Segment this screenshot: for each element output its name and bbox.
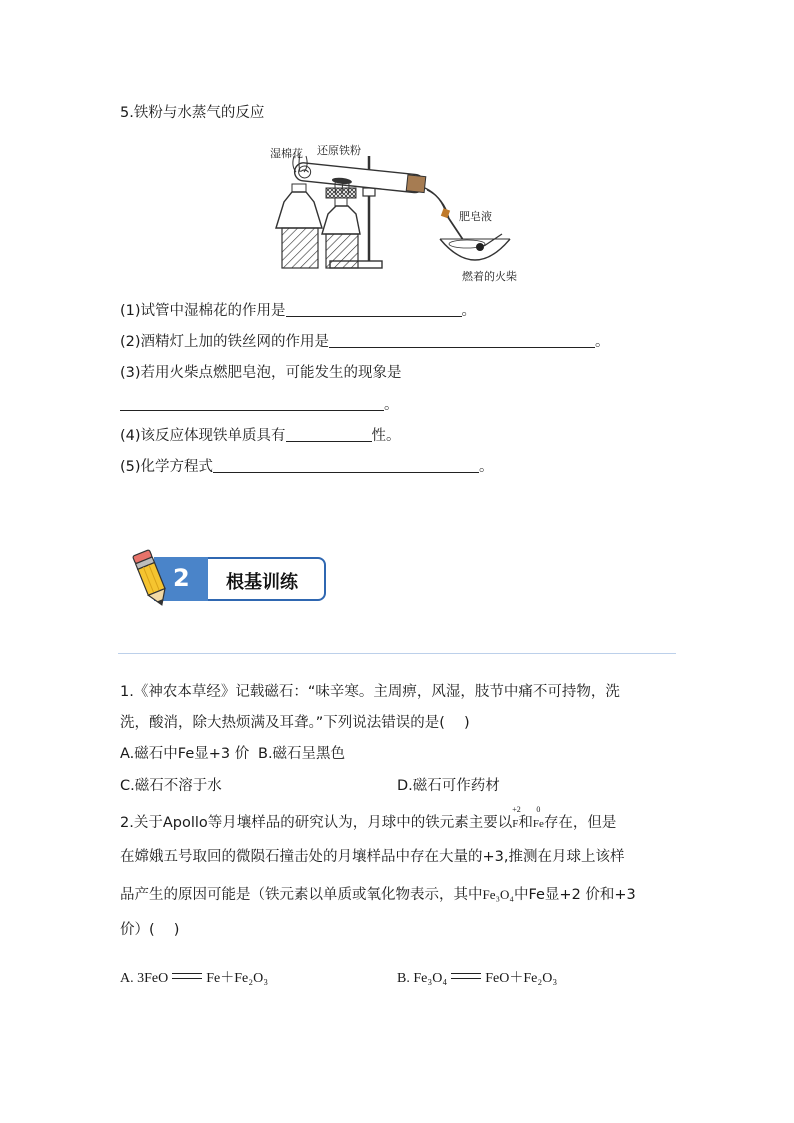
question-2-option-a[interactable] [120, 969, 268, 989]
oxidation-state-fe-zero [532, 805, 544, 831]
section-banner [130, 545, 330, 611]
label-burning-match: 燃着的火柴 [462, 270, 517, 283]
q1-suffix: 。 [461, 303, 477, 319]
q5-text: (5)化学方程式 [120, 459, 214, 475]
q2-line1-text: 2.关于Apollo等月壤样品的研究认为，月球中的铁元素主要以 [120, 815, 513, 831]
question-5-5 [120, 457, 494, 477]
banner-number: 2 [173, 564, 190, 592]
question-1-option-b[interactable]: B.磁石呈黑色 [258, 746, 346, 762]
answer-blank-1[interactable] [286, 301, 462, 317]
label-wet-cotton: 湿棉花 [270, 147, 303, 160]
question-2-line2: 在嫦娥五号取回的微陨石撞击处的月壤样品中存在大量的+3,推测在月球上该样 [120, 849, 625, 865]
label-iron-powder: 还原铁粉 [317, 144, 361, 157]
q2-line1-mid: 和 [518, 815, 533, 831]
question-5-3-answer [120, 395, 399, 415]
formula-fe3o4: Fe₃O₄ [482, 887, 514, 902]
equals-sign-icon [172, 973, 202, 979]
question-1-line1: 1.《神农本草经》记载磁石：“味辛寒。主周痹，风湿，肢节中痛不可持物，洗 [120, 684, 620, 700]
answer-blank-3[interactable] [120, 395, 384, 411]
question-5-1 [120, 301, 476, 321]
q5-suffix: 。 [479, 459, 494, 475]
answer-blank-4[interactable] [286, 426, 372, 442]
question-5-4 [120, 426, 401, 446]
opt-a-products: Fe＋Fe₂O₃ [206, 971, 269, 986]
answer-blank-2[interactable] [329, 332, 595, 348]
question-1-option-c[interactable]: C.磁石不溶于水 [120, 778, 222, 794]
pencil-icon [130, 545, 172, 611]
question-1-option-d[interactable]: D.磁石可作药材 [397, 778, 500, 794]
opt-b-reactant: Fe₃O₄ [413, 971, 448, 986]
q2-suffix: 。 [595, 334, 610, 350]
equals-sign-icon [451, 973, 481, 979]
oxidation-state-fe-plus2 [512, 805, 521, 831]
opt-b-products: FeO＋Fe₂O₃ [485, 971, 558, 986]
question-5-2 [120, 332, 610, 352]
ox2-num: 0 [536, 805, 541, 814]
question-2-line1 [120, 805, 617, 833]
opt-b-label: B. [397, 971, 410, 986]
question-2-line4: 价）( ) [120, 922, 180, 938]
q2-line1-end: 存在，但是 [543, 815, 617, 831]
q3-suffix: 。 [384, 397, 399, 413]
banner-title: 根基训练 [226, 572, 298, 593]
opt-a-label: A. [120, 971, 134, 986]
question-5-3: (3)若用火柴点燃肥皂泡，可能发生的现象是 [120, 365, 402, 381]
question-2-line3 [120, 885, 636, 905]
ox1-sym: F [512, 818, 519, 830]
opt-a-reactant: 3FeO [137, 971, 169, 986]
ox1-num: +2 [512, 805, 521, 814]
q2-line3-end: 中Fe显+2 价和+3 [513, 887, 636, 903]
section-divider [118, 653, 676, 654]
q2-line3-text: 品产生的原因可能是（铁元素以单质或氧化物表示，其中 [120, 887, 483, 903]
q1-text: (1)试管中湿棉花的作用是 [120, 303, 286, 319]
question-2-option-b[interactable] [397, 969, 557, 989]
ox2-sym: Fe [532, 818, 544, 830]
answer-blank-5[interactable] [213, 457, 479, 473]
q4-text: (4)该反应体现铁单质具有 [120, 428, 286, 444]
label-soap-solution: 肥皂液 [459, 210, 492, 223]
question-1-line2: 洗，酸消，除大热烦满及耳聋。”下列说法错误的是( ) [120, 715, 470, 731]
apparatus-diagram [262, 136, 532, 284]
q4-suffix: 性。 [371, 428, 401, 444]
q2-text: (2)酒精灯上加的铁丝网的作用是 [120, 334, 330, 350]
section-title: 5.铁粉与水蒸气的反应 [120, 105, 265, 121]
question-1-option-a[interactable]: A.磁石中Fe显+3 价 [120, 746, 250, 762]
